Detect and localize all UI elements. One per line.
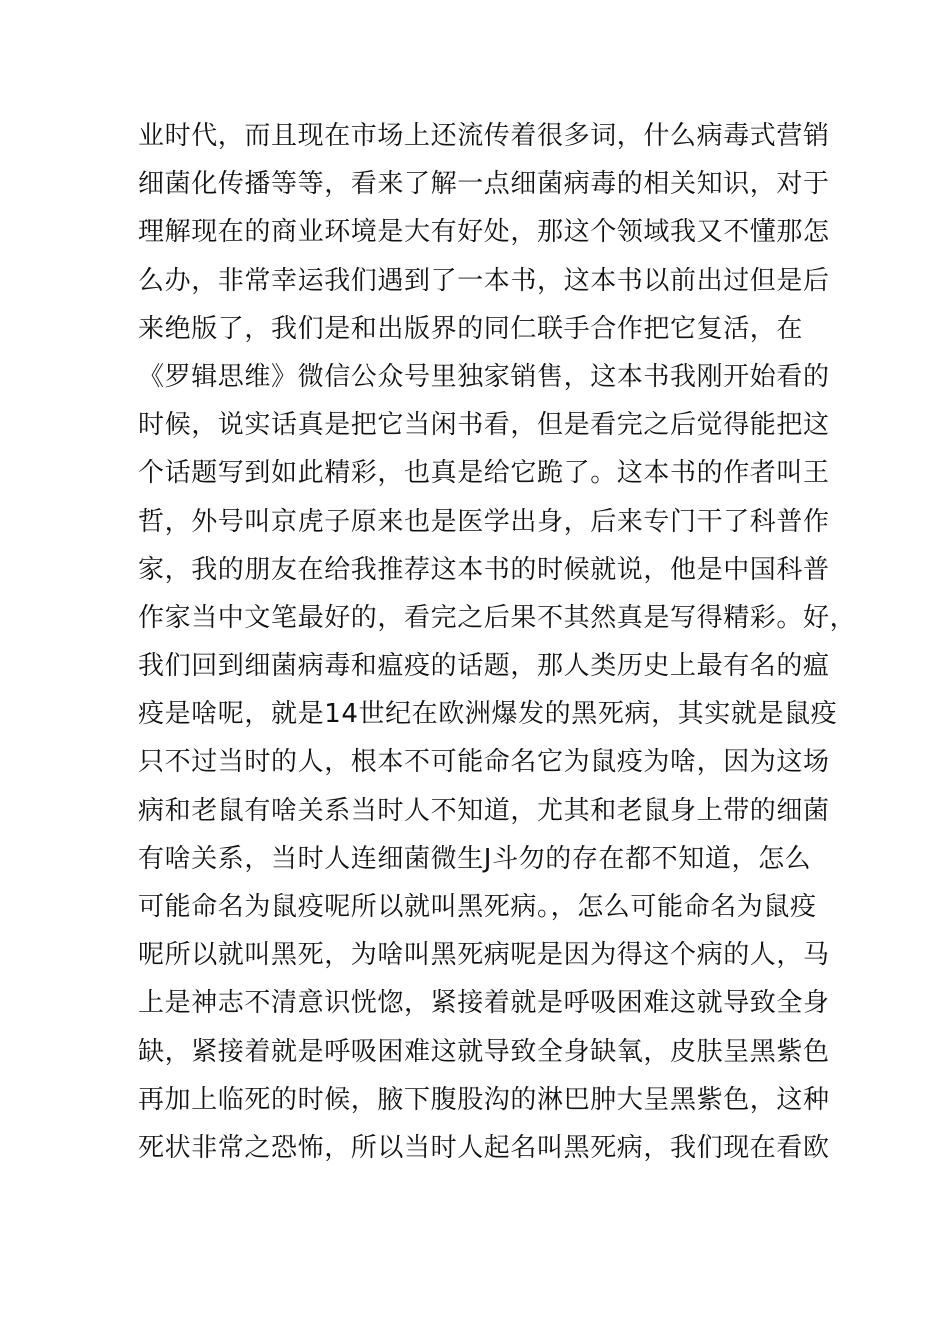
text-line: 有啥关系，当时人连细菌微生J斗勿的存在都不知道，怎么 bbox=[138, 843, 812, 874]
text-line: 家，我的朋友在给我推荐这本书的时候就说，他是中国科普 bbox=[138, 554, 830, 585]
text-line: 疫是啥呢，就是14世纪在欧洲爆发的黑死病，其实就是鼠疫 bbox=[138, 699, 838, 730]
text-line: 《罗辑思维》微信公众号里独家销售，这本书我刚开始看的 bbox=[138, 361, 830, 392]
text-line: 作家当中文笔最好的，看完之后果不其然真是写得精彩。好， bbox=[138, 602, 857, 633]
text-line: 病和老鼠有啥关系当时人不知道，尤其和老鼠身上带的细菌 bbox=[138, 795, 830, 826]
text-line: 上是神志不清意识恍惚，紧接着就是呼吸困难这就导致全身 bbox=[138, 988, 830, 1019]
text-line: 个话题写到如此精彩，也真是给它跪了。这本书的作者叫王 bbox=[138, 458, 830, 489]
text-line: 业时代，而且现在市场上还流传着很多词，什么病毒式营销 bbox=[138, 121, 830, 151]
text-line: 来绝版了，我们是和出版界的同仁联手合作把它复活，在 bbox=[138, 313, 804, 344]
text-line: 么办，非常幸运我们遇到了一本书，这本书以前出过但是后 bbox=[138, 265, 830, 296]
text-line: 只不过当时的人，根本不可能命名它为鼠疫为啥，因为这场 bbox=[138, 747, 830, 778]
text-line: 我们回到细菌病毒和瘟疫的话题，那人类历史上最有名的瘟 bbox=[138, 651, 830, 682]
text-line: 细菌化传播等等，看来了解一点细菌病毒的相关知识，对于 bbox=[138, 169, 830, 200]
body-text bbox=[138, 112, 857, 1172]
text-line: 可能命名为鼠疫呢所以就叫黑死病。，怎么可能命名为鼠疫 bbox=[138, 892, 817, 922]
text-line: 缺，紧接着就是呼吸困难这就导致全身缺氧，皮肤呈黑紫色 bbox=[138, 1036, 830, 1067]
text-line: 呢所以就叫黑死，为啥叫黑死病呢是因为得这个病的人，马 bbox=[138, 940, 830, 971]
text-line: 时候，说实话真是把它当闲书看，但是看完之后觉得能把这 bbox=[138, 410, 830, 441]
text-line: 哲，外号叫京虎子原来也是医学出身，后来专门干了科普作 bbox=[138, 506, 830, 537]
text-line: 死状非常之恐怖，所以当时人起名叫黑死病，我们现在看欧 bbox=[138, 1132, 830, 1163]
text-line: 再加上临死的时候，腋下腹股沟的淋巴肿大呈黑紫色，这种 bbox=[138, 1084, 830, 1115]
text-line: 理解现在的商业环境是大有好处，那这个领域我又不懂那怎 bbox=[138, 217, 830, 248]
